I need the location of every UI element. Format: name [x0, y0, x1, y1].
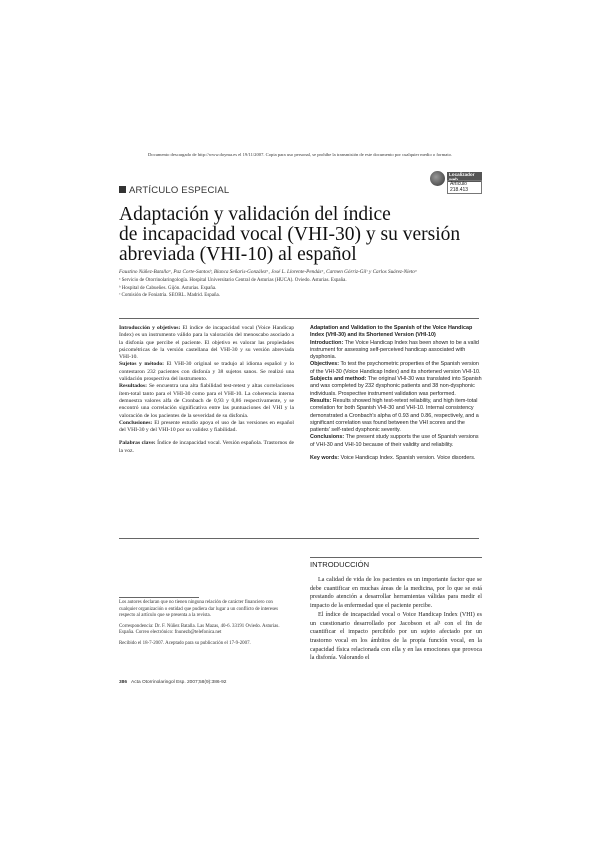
divider	[119, 538, 479, 539]
square-bullet-icon	[119, 186, 126, 193]
locator-code: Artículo 218.413	[447, 180, 482, 194]
journal-citation: Acta Otorrinolaringol Esp. 2007;58(9):386-92	[131, 680, 227, 685]
footnote: Los autores declaran que no tienen ninguna relación de carácter financiero con cualquier organización o entidad que pudiera dar lugar a un conflicto de intereses respecto al artículo que se presenta a la revista.	[119, 600, 279, 619]
keywords: Key words: Voice Handicap Index. Spanish version. Voice disorders.	[310, 455, 476, 462]
abstract-spanish	[119, 325, 294, 455]
abstract-paragraph: Conclusiones: El presente estudio apoya el uso de las versiones en español del VHI-30 y del VHI-10 por su validez y fiabilidad.	[119, 419, 294, 434]
abstract-paragraph: Objectives: To test the psychometric properties of the Spanish version of the VHI-30 (Voice Handicap Index) and its shortened version VHI-10.	[310, 361, 481, 375]
download-note: Documento descargado de http://www.doyma.es el 19/11/2007. Copia para uso personal, se prohíbe la transmisión de este documento por cualquier medio o formato.	[147, 152, 453, 157]
title-line: Adaptación y validación del índice	[119, 204, 391, 225]
section-label: ARTÍCULO ESPECIAL	[129, 185, 230, 196]
abstract-paragraph: Conclusions: The present study supports the use of Spanish versions of VHI-30 and VHI-10 because of their validity and reliability.	[310, 434, 479, 448]
abstract-paragraph: Introducción y objetivos: El índice de incapacidad vocal (Voice Handicap Index) es un instrumento válido para la valoración del menoscabo asociado a la disfonía que percibe el paciente. El objetivo es valorar las propiedades psicométricas de la versión castellana del VHI-30 y su versión abreviada VHI-10.	[119, 325, 294, 361]
affiliations	[119, 277, 499, 300]
locator-label: Localizador web	[447, 172, 482, 182]
footnotes	[119, 600, 289, 652]
locator-icon	[430, 171, 445, 186]
footnote: Recibido el 18-7-2007. Aceptado para su publicación el 17-9-2007.	[119, 640, 251, 646]
section-heading: INTRODUCCIÓN	[310, 560, 370, 569]
article-title	[119, 205, 479, 265]
title-line: abreviada (VHI-10) al español	[119, 244, 357, 265]
web-locator[interactable]	[430, 169, 482, 191]
abstract-paragraph: Subjects and method: The original VHI-30 was translated into Spanish and was completed by 232 dysphonic patients and 38 non-dysphonic individuals. Prospective instrument validation was performed.	[310, 376, 482, 397]
body-paragraph: El índice de incapacidad vocal o Voice Handicap Index (VHI) es un cuestionario desarrollado por Jacobson et al¹ con el fin de cuantificar el impacto percibido por un sujeto afectado por un trastorno vocal en los ámbitos de la propia función vocal, en la capacidad física relacionada con ella y en las emociones que provoca la disfonía. Valorando el	[310, 611, 482, 662]
footnote: Correspondencia: Dr. F. Núñez Batalla. Las Mazas, 40-6. 33191 Oviedo. Asturias. España. Correo electrónico: fnunezb@telefonica.net	[119, 623, 280, 636]
divider	[119, 318, 479, 319]
author-list: Faustino Núñez-Batallaᵃ, Paz Corte-Santosᵇ, Blanca Señaris-Gonzálezᵃ, José L. Llorente-Pendásᵃ, Carmen Górriz-Gilᶜ y Carlos Suárez-Nietoᵃ	[119, 269, 417, 275]
page-number: 386	[119, 680, 128, 685]
abstract-paragraph: Sujetos y método: El VHI-30 original se tradujo al idioma español y lo contestaron 232 pacientes con disfonía y 38 sujetos sanos. Se realizó una validación prospectiva del instrumento.	[119, 361, 294, 383]
page-footer	[119, 680, 226, 685]
abstract-paragraph: Introduction: The Voice Handicap Index has been shown to be a valid instrument for assessing self-perceived handicap associated with dysphonia.	[310, 339, 479, 361]
body-paragraph: La calidad de vida de los pacientes es un importante factor que se debe cuantificar en muchas áreas de la medicina, por lo que se está prestando atención a desarrollar herramientas válidas para medir el impacto de la enfermedad que el paciente percibe.	[310, 577, 482, 610]
divider	[310, 557, 482, 558]
abstract-paragraph: Resultados: Se encuentra una alta fiabilidad test-retest y altas correlaciones ítem-total tanto para el VHI-30 como para el VHI-10. La coherencia interna demuestra valores alfa de Cronbach de 0,93 y 0,86 respectivamente, y se encontró una correlación significativa entre las puntuaciones del VHI y la valoración de los pacientes de la severidad de su disfonía.	[119, 383, 294, 419]
abstract-english	[310, 325, 482, 462]
affiliation: ᵇ Hospital de Cabueñes. Gijón. Asturias. España.	[119, 285, 217, 291]
section-tag	[119, 185, 229, 196]
divider	[119, 597, 199, 598]
affiliation: ᶜ Comisión de Foniatría. SEORL. Madrid. España.	[119, 293, 220, 299]
abstract-paragraph: Results: Results showed high test-retest reliability, and high item-total correlation for both Spanish VHI-30 and VHI-10. Internal consistency demonstrated a Cronbach's alpha of 0.93 and 0.86, respectively, and a significant correlation was found between the VHI scores and the patients' self-rated dysphonic severity.	[310, 397, 479, 434]
abstract-english-title: Adaptation and Validation to the Spanish of the Voice Handicap Index (VHI-30) and its Shortened Version (VHI-10)	[310, 325, 473, 339]
keywords: Palabras clave: Índice de incapacidad vocal. Versión española. Trastornos de la voz.	[119, 440, 294, 454]
title-line: de incapacidad vocal (VHI-30) y su versión	[119, 224, 461, 245]
introduction-body	[310, 576, 482, 663]
affiliation: ᵃ Servicio de Otorrinolaringología. Hospital Universitario Central de Asturias (HUCA). Oviedo. Asturias. España.	[119, 278, 347, 283]
